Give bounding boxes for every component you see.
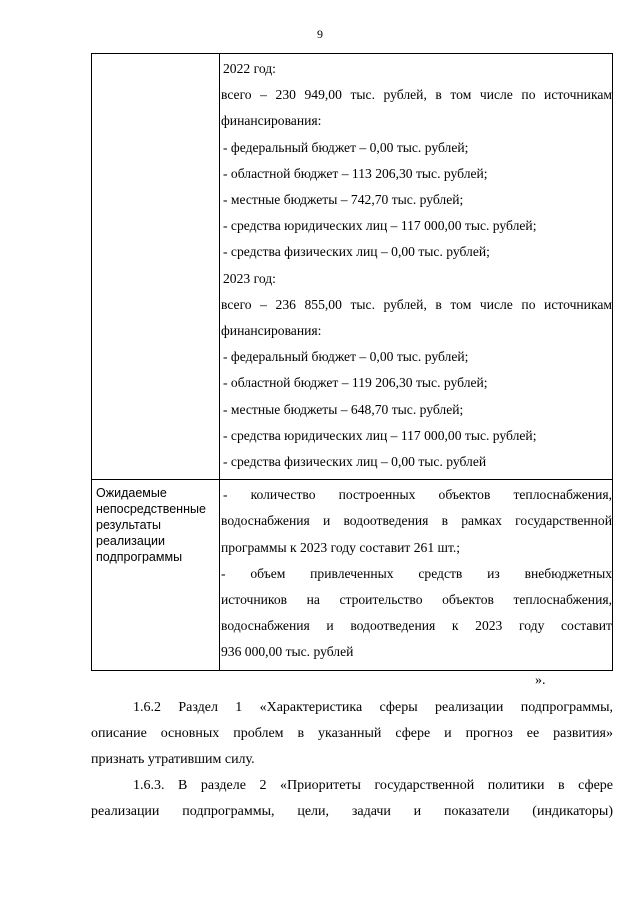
funding-item: - средства юридических лиц – 117 000,00 тыс. рублей; — [223, 218, 537, 234]
funding-text: финансирования: — [221, 323, 322, 338]
table-row — [92, 54, 613, 480]
label-cell — [92, 54, 220, 480]
funding-total: всего – 230 949,00 тыс. рублей, в том числе по источникам — [221, 87, 612, 103]
result-text: - количество построенных объектов теплоснабжения, — [223, 487, 612, 503]
row-label — [92, 54, 219, 63]
result-text: программы к 2023 году составит 261 шт.; — [221, 539, 461, 555]
page-number: 9 — [317, 27, 323, 41]
funding-item: - областной бюджет – 113 206,30 тыс. рублей; — [223, 165, 488, 181]
funding-item: - федеральный бюджет – 0,00 тыс. рублей; — [223, 349, 469, 365]
funding-item: - средства физических лиц – 0,00 тыс. рублей — [223, 454, 487, 470]
funding-item: - местные бюджеты – 742,70 тыс. рублей; — [223, 192, 464, 207]
result-text: источников на строительство объектов теплоснабжения, — [221, 591, 612, 607]
label-cell — [92, 480, 220, 670]
year-heading: 2023 год: — [223, 270, 276, 286]
result-text: - объем привлеченных средств из внебюджетных — [221, 565, 612, 581]
paragraph-line: 1.6.3. В разделе 2 «Приоритеты государственной политики в сфере — [133, 778, 613, 793]
funding-item: - местные бюджеты – 648,70 тыс. рублей; — [223, 401, 464, 417]
funding-text: финансирования: — [221, 113, 322, 129]
paragraph-1-6-3 — [91, 773, 613, 825]
value-cell — [220, 480, 613, 670]
subprogram-passport-table — [91, 53, 613, 671]
year-heading: 2022 год: — [223, 61, 276, 76]
table-row — [92, 480, 613, 670]
paragraph-line: признать утратившим силу. — [91, 752, 255, 767]
paragraph-1-6-2 — [91, 695, 613, 773]
paragraph-line: описание основных проблем в указанный сфере и прогноз ее развития» — [91, 726, 613, 741]
value-cell — [220, 54, 613, 480]
funding-total: всего – 236 855,00 тыс. рублей, в том числе по источникам — [221, 296, 612, 312]
paragraph-line: реализации подпрограммы, цели, задачи и показатели (индикаторы) — [91, 804, 613, 819]
funding-item: - средства физических лиц – 0,00 тыс. рублей; — [223, 244, 490, 260]
funding-item: - областной бюджет – 119 206,30 тыс. рублей; — [223, 375, 488, 391]
result-text: 936 000,00 тыс. рублей — [221, 644, 354, 660]
row-label: Ожидаемые непосредственные результаты реализации подпрограммы — [96, 486, 206, 565]
result-text: водоснабжения и водоотведения в рамках государственной — [221, 513, 612, 529]
closing-quote: ». — [535, 673, 546, 688]
funding-item: - федеральный бюджет – 0,00 тыс. рублей; — [223, 139, 469, 155]
paragraph-line: 1.6.2 Раздел 1 «Характеристика сферы реализации подпрограммы, — [133, 700, 613, 715]
result-text: водоснабжения и водоотведения к 2023 году составит — [221, 618, 612, 634]
funding-item: - средства юридических лиц – 117 000,00 тыс. рублей; — [223, 427, 537, 443]
